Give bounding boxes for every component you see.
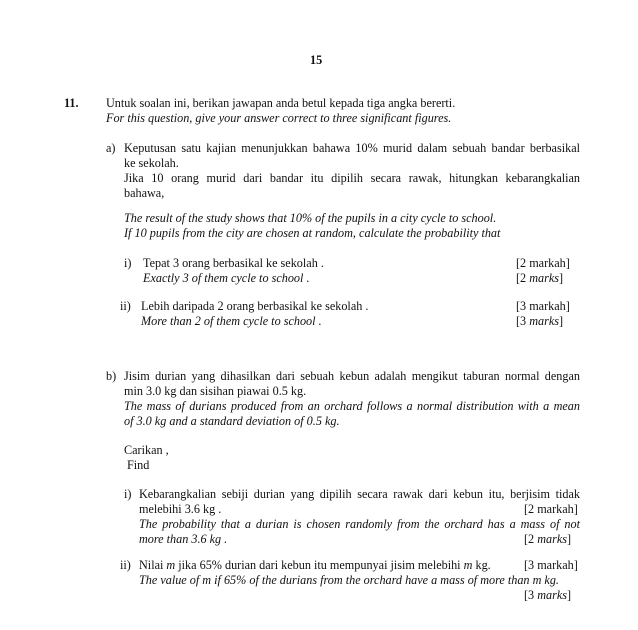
part-a-ii-marks-english: [3 marks] [516, 314, 564, 328]
part-b-i-malay-line-1: Kebarangkalian sebiji durian yang dipilih secara rawak dari kebun itu, berjisim tidak [139, 487, 580, 501]
part-a-ii-label: ii) [120, 299, 131, 313]
part-b-i-marks-english: [2 marks] [524, 532, 572, 546]
part-a-ii-marks-malay: [3 markah] [516, 299, 570, 313]
part-b-i-label: i) [124, 487, 132, 501]
part-b-english-line-1: The mass of durians produced from an orchard follows a normal distribution with a mean [124, 399, 580, 413]
part-b-i-english-line-1: The probability that a durian is chosen randomly from the orchard has a mass of not [139, 517, 580, 531]
part-b-ii-english: The value of m if 65% of the durians from the orchard have a mass of more than m kg. [139, 573, 559, 587]
part-b-ii-marks-malay: [3 markah] [524, 558, 578, 572]
part-b-i-malay-line-2: melebihi 3.6 kg . [139, 502, 222, 516]
part-a-malay-line-4: bahawa, [124, 186, 165, 200]
part-b-ii-malay: Nilai m jika 65% durian dari kebun itu mempunyai jisim melebihi m kg. [139, 558, 491, 572]
part-a-i-label: i) [124, 256, 132, 270]
part-b-i-english-line-2: more than 3.6 kg . [139, 532, 228, 546]
part-a-malay-line-2: ke sekolah. [124, 156, 179, 170]
part-a-malay-line-3: Jika 10 orang murid dari bandar itu dipilih secara rawak, hitungkan kebarangkalian [124, 171, 580, 185]
part-a-i-marks-english: [2 marks] [516, 271, 564, 285]
part-b-i-marks-malay: [2 markah] [524, 502, 578, 516]
page-number: 15 [310, 53, 323, 67]
question-number: 11. [64, 96, 79, 110]
part-a-label: a) [106, 141, 116, 155]
part-a-i-english: Exactly 3 of them cycle to school . [143, 271, 310, 285]
part-b-find-malay: Carikan , [124, 443, 169, 457]
instruction-malay: Untuk soalan ini, berikan jawapan anda betul kepada tiga angka bererti. [106, 96, 456, 110]
part-a-ii-malay: Lebih daripada 2 orang berbasikal ke sekolah . [141, 299, 369, 313]
part-a-english-line-1: The result of the study shows that 10% of the pupils in a city cycle to school. [124, 211, 497, 225]
part-b-malay-line-1: Jisim durian yang dihasilkan dari sebuah kebun adalah mengikut taburan normal dengan [124, 369, 580, 383]
part-b-label: b) [106, 369, 117, 383]
part-a-ii-english: More than 2 of them cycle to school . [141, 314, 322, 328]
part-a-malay-line-1: Keputusan satu kajian menunjukkan bahawa 10% murid dalam sebuah bandar berbasikal [124, 141, 580, 155]
instruction-english: For this question, give your answer correct to three significant figures. [106, 111, 452, 125]
part-b-find-english: Find [127, 458, 150, 472]
part-b-malay-line-2: min 3.0 kg dan sisihan piawai 0.5 kg. [124, 384, 307, 398]
part-b-ii-label: ii) [120, 558, 131, 572]
part-b-english-line-2: of 3.0 kg and a standard deviation of 0.5 kg. [124, 414, 340, 428]
part-a-i-malay: Tepat 3 orang berbasikal ke sekolah . [143, 256, 324, 270]
part-b-ii-marks-english: [3 marks] [524, 588, 572, 602]
part-a-i-marks-malay: [2 markah] [516, 256, 570, 270]
part-a-english-line-2: If 10 pupils from the city are chosen at random, calculate the probability that [124, 226, 501, 240]
